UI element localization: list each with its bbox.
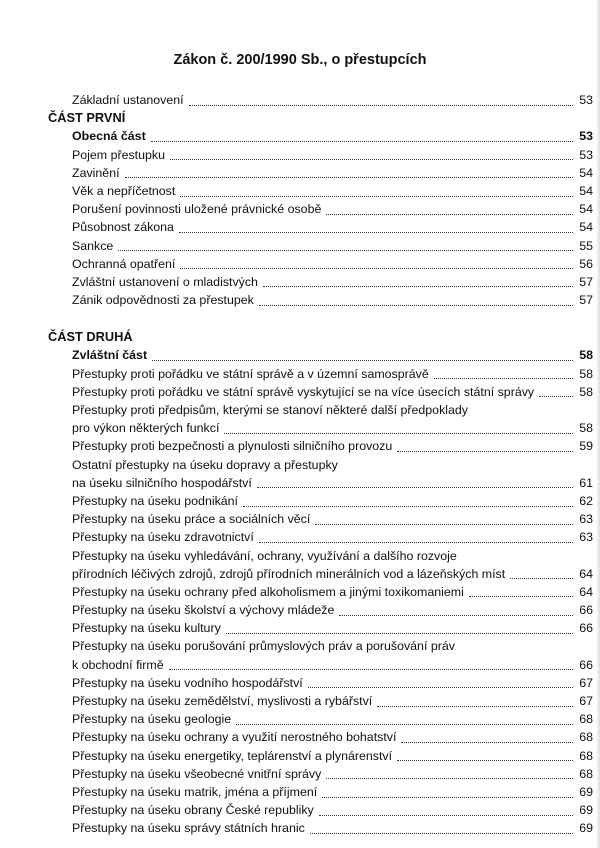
- toc-entry: [48, 510, 593, 528]
- toc-entry-line: [72, 164, 593, 182]
- toc-entry-line: [72, 674, 593, 692]
- dot-leader: [510, 578, 573, 579]
- entry-label: Zavinění: [72, 165, 120, 180]
- page-number: 58: [579, 366, 593, 381]
- toc-entry-line: [72, 601, 593, 619]
- toc-entry: [48, 383, 593, 401]
- toc-entry: [48, 492, 593, 510]
- toc-entry-line: [72, 528, 593, 546]
- toc-entry-line: [72, 637, 593, 655]
- dot-leader: [169, 669, 573, 670]
- dot-leader: [326, 778, 573, 779]
- toc-entry-line: [72, 510, 593, 528]
- dot-leader: [377, 706, 573, 707]
- toc-entry: [48, 637, 593, 655]
- entry-label: Přestupky na úseku ochrany a využití nerostného bohatství: [72, 730, 397, 745]
- toc-entry-line: [72, 583, 593, 601]
- toc-entry-line: [72, 801, 593, 819]
- part-heading: [48, 109, 593, 127]
- entry-label: Přestupky na úseku obrany České republiky: [72, 803, 314, 818]
- entry-label: Přestupky na úseku práce a sociálních věcí: [72, 512, 311, 527]
- dot-leader: [189, 105, 573, 106]
- dot-leader: [339, 615, 573, 616]
- toc-entry-line: [72, 291, 593, 309]
- dot-leader: [315, 524, 573, 525]
- entry-label: Přestupky proti bezpečnosti a plynulosti silničního provozu: [72, 439, 393, 454]
- page-number: 58: [579, 384, 593, 399]
- entry-label: Přestupky na úseku všeobecné vnitřní správy: [72, 766, 322, 781]
- entry-label: Zvláštní ustanovení o mladistvých: [72, 274, 258, 289]
- toc-entry: [48, 91, 593, 109]
- page-number: 57: [579, 274, 593, 289]
- entry-label: Přestupky na úseku kultury: [72, 621, 221, 636]
- page-number: 66: [579, 657, 593, 672]
- dot-leader: [397, 451, 573, 452]
- entry-label: Ochranná opatření: [72, 256, 176, 271]
- dot-leader: [326, 214, 573, 215]
- page-number: 67: [579, 694, 593, 708]
- page-number: 66: [579, 621, 593, 636]
- entry-label: na úseku silničního hospodářství: [72, 475, 252, 490]
- page-number: 66: [579, 603, 593, 618]
- dot-leader: [308, 687, 573, 688]
- entry-label: Přestupky na úseku porušování průmyslových práv a porušování práv: [72, 639, 455, 654]
- dot-leader: [224, 433, 573, 434]
- toc-entry-line: [72, 419, 593, 437]
- dot-leader: [243, 506, 573, 507]
- toc-entry: [48, 273, 593, 291]
- page-number: 54: [579, 220, 593, 235]
- page-title: Zákon č. 200/1990 Sb., o přestupcích: [173, 52, 427, 68]
- dot-leader: [170, 159, 573, 160]
- entry-label: Přestupky proti pořádku ve státní správě vyskytující se na více úsecích státní správy: [72, 384, 535, 399]
- toc-entry: [48, 710, 593, 728]
- entry-label: pro výkon některých funkcí: [72, 421, 220, 436]
- toc-entry: [48, 747, 593, 765]
- toc-entry-line: [72, 237, 593, 255]
- toc-entry: [48, 200, 593, 218]
- page-number: 64: [579, 584, 593, 599]
- page-number: 56: [579, 256, 593, 271]
- page-number: 62: [579, 493, 593, 508]
- part-title: ČÁST PRVNÍ: [48, 110, 126, 126]
- toc-entry: [48, 765, 593, 783]
- page-number: 63: [579, 530, 593, 545]
- toc-entry: [48, 674, 593, 692]
- page-number: 68: [579, 766, 593, 781]
- toc-entry-line: [72, 383, 593, 401]
- toc-entry-line: [72, 747, 593, 765]
- page-number: 59: [579, 439, 593, 454]
- toc-entry-line: [72, 565, 593, 583]
- entry-label: Zánik odpovědnosti za přestupek: [72, 293, 254, 308]
- part-heading: [48, 328, 593, 346]
- dot-leader: [263, 286, 573, 287]
- page-number: 54: [579, 202, 593, 217]
- page-number: 53: [579, 129, 593, 144]
- page-number: 68: [579, 712, 593, 727]
- toc-entry: [48, 692, 593, 710]
- entry-label: Přestupky na úseku správy státních hranic: [72, 821, 305, 836]
- entry-label: přírodních léčivých zdrojů, zdrojů přírodních minerálních vod a lázeňských míst: [72, 566, 506, 581]
- table-of-contents: [48, 91, 593, 838]
- dot-leader: [322, 797, 573, 798]
- entry-label: Přestupky na úseku matrik, jména a příjmení: [72, 784, 318, 799]
- toc-entry-line: [72, 182, 593, 200]
- toc-entry-line: [72, 765, 593, 783]
- entry-label: Sankce: [72, 238, 114, 253]
- entry-label: Přestupky proti pořádku ve státní správě a v územní samosprávě: [72, 366, 429, 381]
- page-number: 53: [579, 93, 593, 107]
- dot-leader: [401, 742, 573, 743]
- toc-entry: [48, 583, 593, 601]
- toc-entry: [48, 365, 593, 383]
- toc-entry-line: [72, 819, 593, 837]
- dot-leader: [236, 724, 573, 725]
- toc-entry: [48, 728, 593, 746]
- toc-entry-line: [72, 365, 593, 383]
- toc-entry: [48, 474, 593, 492]
- entry-label: Přestupky na úseku školství a výchovy mládeže: [72, 603, 335, 618]
- toc-entry: [48, 182, 593, 200]
- page-number: 53: [579, 147, 593, 162]
- toc-entry-line: [72, 783, 593, 801]
- toc-entry: [48, 656, 593, 674]
- entry-label: Zvláštní část: [72, 348, 148, 363]
- page-number: 54: [579, 165, 593, 180]
- toc-entry-line: [72, 437, 593, 455]
- toc-entry: [48, 565, 593, 583]
- dot-leader: [125, 177, 573, 178]
- toc-entry: [48, 801, 593, 819]
- page-edge-shadow: [596, 0, 600, 848]
- entry-label: Působnost zákona: [72, 220, 174, 235]
- toc-entry: [48, 619, 593, 637]
- toc-entry-line: [72, 474, 593, 492]
- toc-entry-line: [72, 619, 593, 637]
- page-number: 58: [579, 348, 593, 363]
- entry-label: Porušení povinnosti uložené právnické osobě: [72, 202, 322, 217]
- toc-entry-line: [72, 91, 593, 109]
- toc-entry: [48, 437, 593, 455]
- entry-label: Ostatní přestupky na úseku dopravy a přestupky: [72, 457, 338, 472]
- dot-leader: [319, 815, 573, 816]
- toc-entry: [48, 401, 593, 419]
- entry-label: k obchodní firmě: [72, 657, 164, 672]
- page-number: 68: [579, 748, 593, 763]
- entry-label: Obecná část: [72, 129, 146, 144]
- toc-entry-line: [48, 109, 593, 127]
- page-number: 67: [579, 675, 593, 690]
- toc-entry-line: [72, 200, 593, 218]
- toc-entry: [48, 547, 593, 565]
- toc-entry: [48, 346, 593, 364]
- dot-leader: [539, 396, 573, 397]
- toc-entry-line: [72, 728, 593, 746]
- page-number: 68: [579, 730, 593, 745]
- page-number: 55: [579, 238, 593, 253]
- dot-leader: [397, 760, 573, 761]
- dot-leader: [118, 250, 573, 251]
- toc-entry: [48, 255, 593, 273]
- toc-entry: [48, 601, 593, 619]
- toc-entry: [48, 419, 593, 437]
- toc-entry-line: [72, 346, 593, 364]
- entry-label: Přestupky na úseku vodního hospodářství: [72, 675, 303, 690]
- dot-leader: [310, 833, 573, 834]
- toc-entry: [48, 237, 593, 255]
- part-title: ČÁST DRUHÁ: [48, 329, 133, 345]
- dot-leader: [226, 633, 573, 634]
- toc-entry-line: [72, 456, 593, 474]
- entry-label: Přestupky na úseku vyhledávání, ochrany, využívání a dalšího rozvoje: [72, 548, 457, 563]
- entry-label: Věk a nepříčetnost: [72, 183, 176, 198]
- toc-entry-line: [72, 146, 593, 164]
- dot-leader: [179, 232, 573, 233]
- dot-leader: [257, 487, 573, 488]
- page-number: 54: [579, 183, 593, 198]
- dot-leader: [434, 378, 573, 379]
- toc-entry-line: [72, 547, 593, 565]
- entry-label: Přestupky na úseku podnikání: [72, 493, 239, 508]
- dot-leader: [259, 542, 573, 543]
- toc-entry-line: [72, 127, 593, 145]
- toc-entry-line: [72, 218, 593, 236]
- toc-entry: [48, 146, 593, 164]
- entry-label: Přestupky na úseku zdravotnictví: [72, 530, 254, 545]
- page-number: 57: [579, 293, 593, 308]
- toc-entry-line: [72, 401, 593, 419]
- toc-entry: [48, 164, 593, 182]
- toc-entry-line: [72, 255, 593, 273]
- entry-label: Přestupky na úseku ochrany před alkoholismem a jinými toxikomaniemi: [72, 584, 464, 599]
- toc-entry: [48, 218, 593, 236]
- toc-entry: [48, 456, 593, 474]
- page-number: 63: [579, 512, 593, 527]
- page-number: 64: [579, 566, 593, 581]
- dot-leader: [151, 141, 573, 142]
- toc-entry: [48, 127, 593, 145]
- page-number: 69: [579, 803, 593, 818]
- dot-leader: [180, 268, 573, 269]
- entry-label: Pojem přestupku: [72, 147, 165, 162]
- toc-entry-line: [72, 492, 593, 510]
- toc-entry: [48, 819, 593, 837]
- entry-label: Přestupky na úseku zemědělství, myslivosti a rybářství: [72, 694, 373, 708]
- toc-entry-line: [72, 710, 593, 728]
- toc-entry: [48, 783, 593, 801]
- page-number: 69: [579, 784, 593, 799]
- toc-entry: [48, 528, 593, 546]
- dot-leader: [152, 360, 573, 361]
- toc-entry-line: [72, 273, 593, 291]
- dot-leader: [259, 305, 573, 306]
- page-number: 58: [579, 421, 593, 436]
- dot-leader: [469, 596, 573, 597]
- page-number: 69: [579, 821, 593, 836]
- entry-label: Přestupky proti předpisům, kterými se stanoví některé další předpoklady: [72, 403, 468, 417]
- toc-entry-line: [72, 656, 593, 674]
- entry-label: Přestupky na úseku geologie: [72, 712, 232, 727]
- toc-entry-line: [72, 692, 593, 710]
- dot-leader: [180, 196, 573, 197]
- page-number: 61: [579, 475, 593, 490]
- entry-label: Základní ustanovení: [72, 93, 184, 107]
- entry-label: Přestupky na úseku energetiky, teplárenství a plynárenství: [72, 748, 393, 763]
- toc-entry-line: [48, 328, 593, 346]
- toc-entry: [48, 291, 593, 309]
